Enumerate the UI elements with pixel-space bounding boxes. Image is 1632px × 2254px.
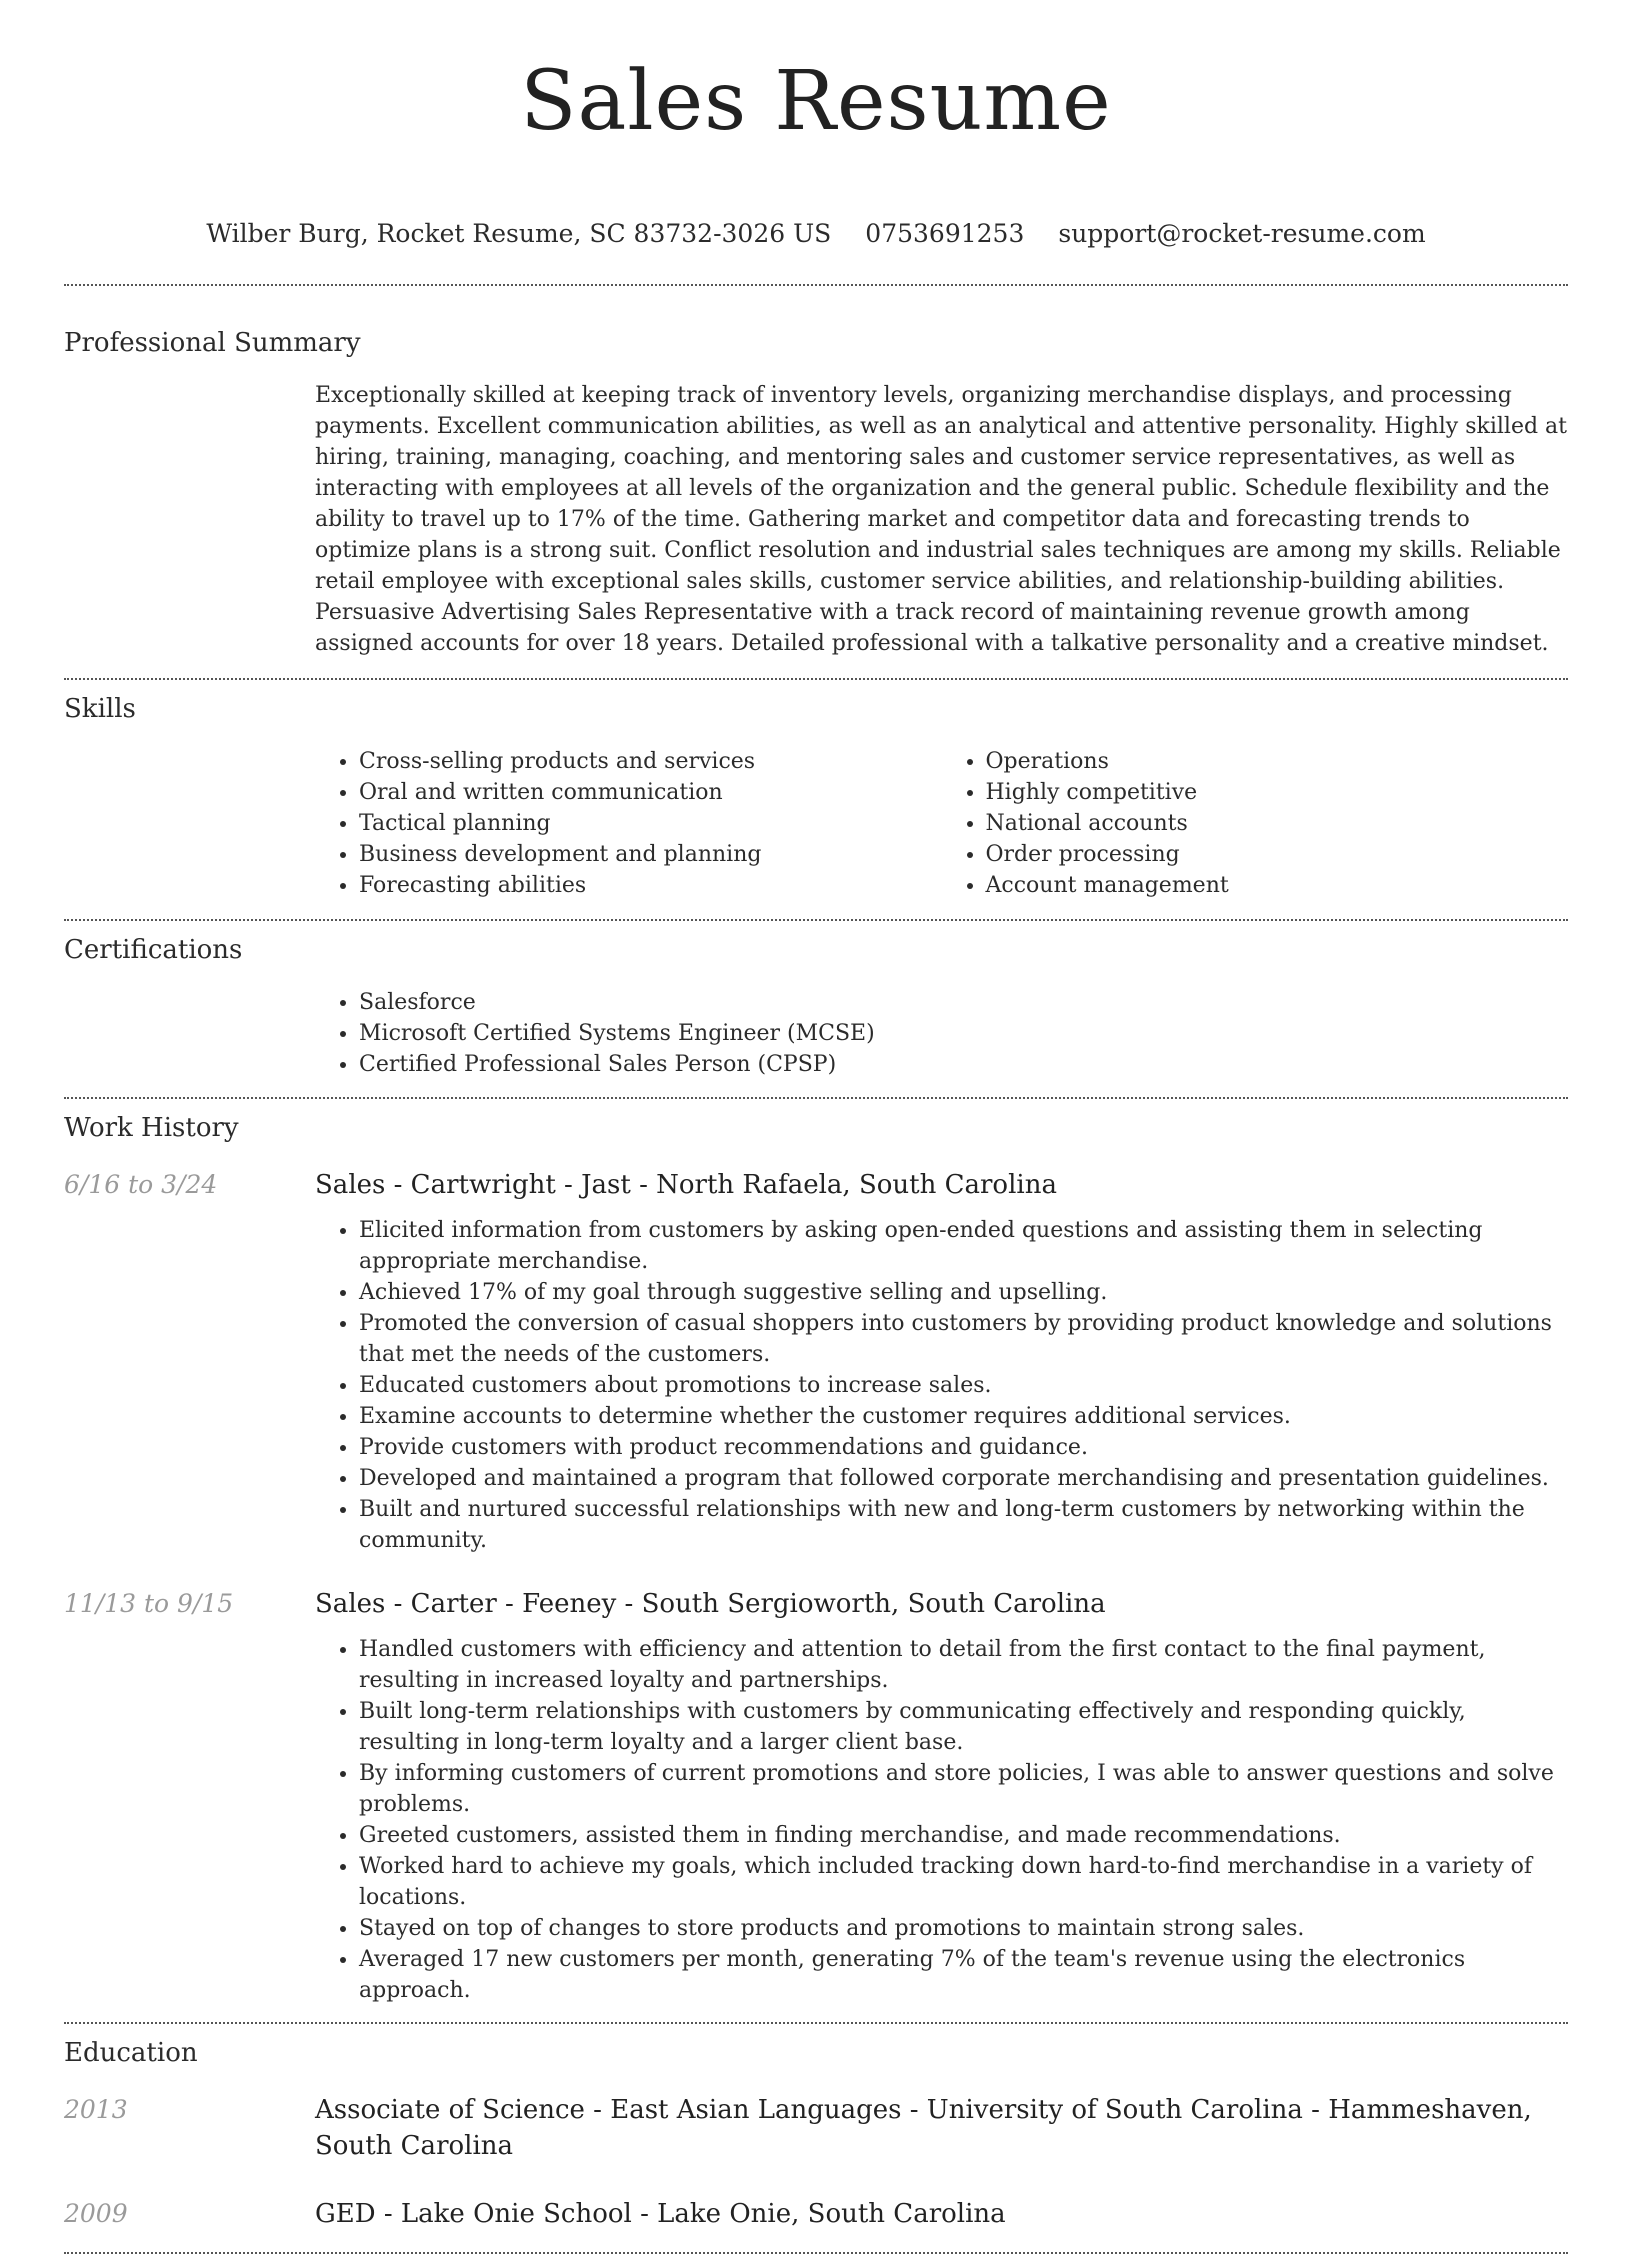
job-bullets <box>315 1634 1568 2006</box>
job-bullet: • Worked hard to achieve my goals, which included tracking down hard-to-find merchandise in a variety of locations. <box>359 1851 1568 1913</box>
job-body <box>315 1167 1568 1556</box>
job-bullet: • Built and nurtured successful relationships with new and long-term customers by networking within the community. <box>359 1494 1568 1556</box>
contact-line <box>64 218 1568 250</box>
summary-section <box>64 286 1568 659</box>
skills-section <box>64 680 1568 901</box>
education-entry <box>64 2092 1568 2164</box>
skill-item: • Account management <box>986 870 1569 901</box>
education-title: Education <box>64 2038 198 2068</box>
job-bullet: • Built long-term relationships with customers by communicating effectively and responding quickly, resulting in long-term loyalty and a larger client base. <box>359 1696 1568 1758</box>
certifications-list <box>315 987 1568 1080</box>
education-date: 2013 <box>64 2095 128 2124</box>
job-bullet: • Achieved 17% of my goal through suggestive selling and upselling. <box>359 1277 1568 1308</box>
job-bullet: • Stayed on top of changes to store products and promotions to maintain strong sales. <box>359 1913 1568 1944</box>
certification-item: • Salesforce <box>359 987 1568 1018</box>
skill-item: • Order processing <box>986 839 1569 870</box>
skill-item: • National accounts <box>986 808 1569 839</box>
certification-item: • Microsoft Certified Systems Engineer (MCSE) <box>359 1018 1568 1049</box>
skill-item: • Tactical planning <box>359 808 942 839</box>
job-heading: Sales - Carter - Feeney - South Sergioworth, South Carolina <box>315 1589 1106 1619</box>
job-bullet: • Greeted customers, assisted them in finding merchandise, and made recommendations. <box>359 1820 1568 1851</box>
job-bullet: • Provide customers with product recommendations and guidance. <box>359 1432 1568 1463</box>
certifications-section <box>64 921 1568 1080</box>
job-bullets <box>315 1215 1568 1556</box>
job-body <box>315 1586 1568 2006</box>
certification-item: • Certified Professional Sales Person (CPSP) <box>359 1049 1568 1080</box>
contact-phone: 0753691253 <box>865 219 1025 248</box>
work-title: Work History <box>64 1113 239 1143</box>
job-bullet: • Averaged 17 new customers per month, generating 7% of the team's revenue using the electronics approach. <box>359 1944 1568 2006</box>
certifications-title: Certifications <box>64 935 243 965</box>
summary-text: Exceptionally skilled at keeping track of inventory levels, organizing merchandise displays, and processing payments. Excellent communication abilities, as well as an analytical and attentive personality. Highly skilled at hiring, training, managing, coaching, and mentoring sales and customer service representatives, as well as interacting with employees at all levels of the organization and the general public. Schedule flexibility and the ability to travel up to 17% of the time. Gathering market and competitor data and forecasting trends to optimize plans is a strong suit. Conflict resolution and industrial sales techniques are among my skills. Reliable retail employee with exceptional sales skills, customer service abilities, and relationship-building abilities. Persuasive Advertising Sales Representative with a track record of maintaining revenue growth among assigned accounts for over 18 years. Detailed professional with a talkative personality and a creative mindset. <box>315 383 1567 656</box>
job-bullet: • Developed and maintained a program that followed corporate merchandising and presentation guidelines. <box>359 1463 1568 1494</box>
summary-title: Professional Summary <box>64 328 361 358</box>
skills-list-right <box>942 746 1569 901</box>
job-date: 6/16 to 3/24 <box>64 1170 218 1199</box>
contact-address: Wilber Burg, Rocket Resume, SC 83732-3026 US <box>206 219 832 248</box>
job-bullet: • Examine accounts to determine whether the customer requires additional services. <box>359 1401 1568 1432</box>
skill-item: • Highly competitive <box>986 777 1569 808</box>
job-heading: Sales - Cartwright - Jast - North Rafaela, South Carolina <box>315 1170 1057 1200</box>
job-bullet: • Educated customers about promotions to increase sales. <box>359 1370 1568 1401</box>
skill-item: • Forecasting abilities <box>359 870 942 901</box>
certifications-content <box>315 987 1568 1080</box>
skill-item: • Operations <box>986 746 1569 777</box>
skill-item: • Cross-selling products and services <box>359 746 942 777</box>
skills-list-left <box>315 746 942 901</box>
education-heading: GED - Lake Onie School - Lake Onie, South Carolina <box>315 2199 1006 2229</box>
education-body <box>315 2196 1568 2232</box>
contact-email[interactable]: support@rocket-resume.com <box>1058 219 1426 248</box>
education-date: 2009 <box>64 2199 128 2228</box>
job-bullet: • Elicited information from customers by asking open-ended questions and assisting them in selecting appropriate merchandise. <box>359 1215 1568 1277</box>
education-body <box>315 2092 1568 2164</box>
job-bullet: • Handled customers with efficiency and attention to detail from the first contact to the final payment, resulting in increased loyalty and partnerships. <box>359 1634 1568 1696</box>
education-entry <box>64 2196 1568 2232</box>
skill-item: • Business development and planning <box>359 839 942 870</box>
skills-title: Skills <box>64 694 136 724</box>
job-entry <box>64 1586 1568 2006</box>
job-bullet: • Promoted the conversion of casual shoppers into customers by providing product knowledge and solutions that met the needs of the customers. <box>359 1308 1568 1370</box>
resume-title: Sales Resume <box>520 54 1112 149</box>
education-heading: Associate of Science - East Asian Languages - University of South Carolina - Hammeshaven, South Carolina <box>315 2095 1532 2161</box>
summary-content <box>315 380 1568 659</box>
education-section <box>64 2024 1568 2232</box>
job-date: 11/13 to 9/15 <box>64 1589 234 1618</box>
skills-columns <box>315 746 1568 901</box>
job-bullet: • By informing customers of current promotions and store policies, I was able to answer questions and solve problems. <box>359 1758 1568 1820</box>
work-section <box>64 1099 1568 2006</box>
resume-page <box>64 0 1568 2254</box>
job-entry <box>64 1167 1568 1556</box>
skill-item: • Oral and written communication <box>359 777 942 808</box>
